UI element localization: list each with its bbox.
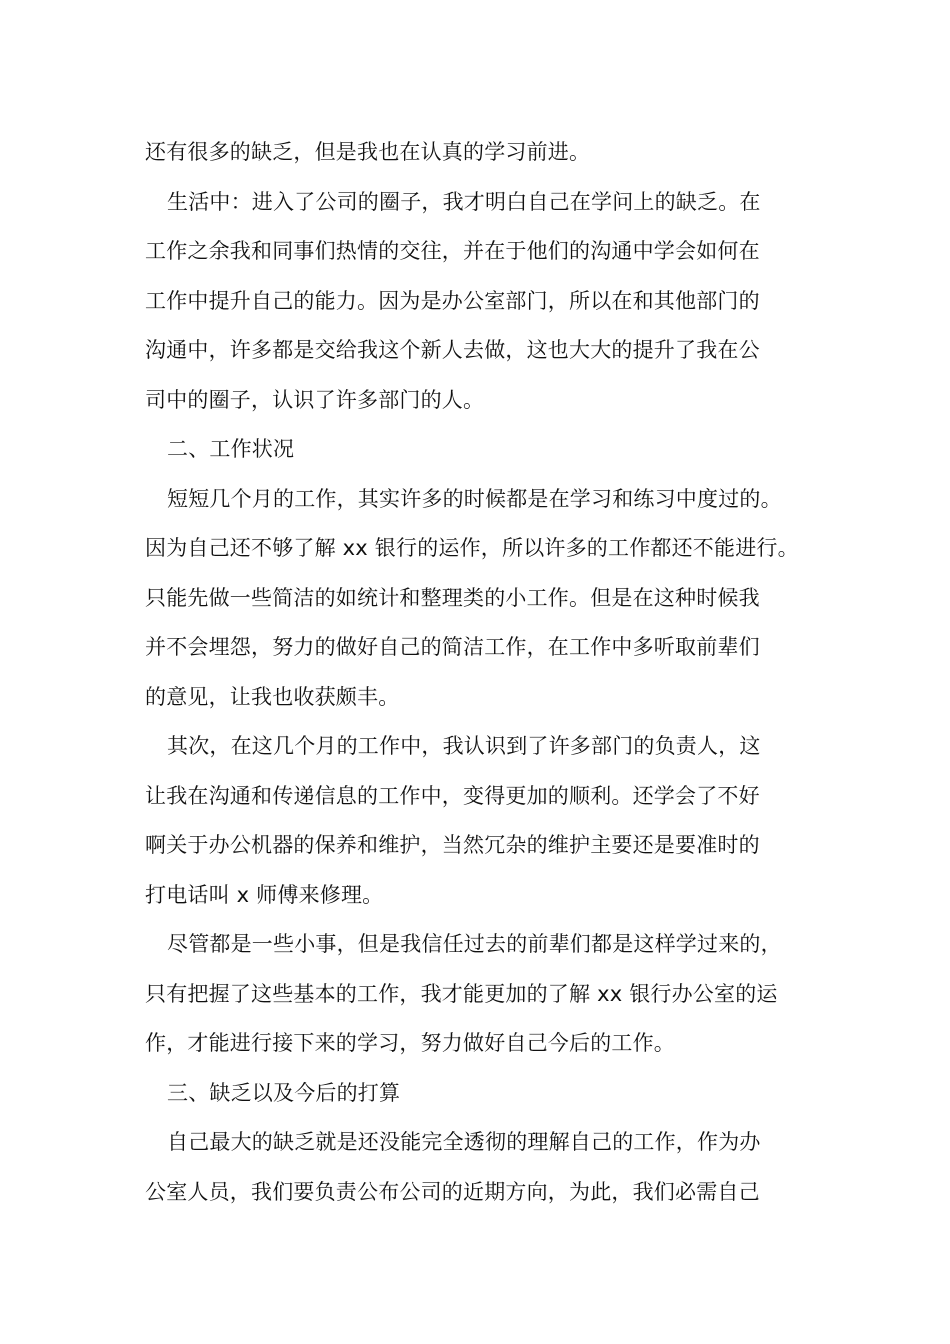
text-line: 作，才能进行接下来的学习，努力做好自己今后的工作。	[145, 1031, 675, 1055]
text-line: 让我在沟通和传递信息的工作中，变得更加的顺利。还学会了不好	[145, 783, 760, 808]
text-line: 的意见，让我也收获颇丰。	[145, 684, 400, 709]
text-line: 啊关于办公机器的保养和维护，当然冗杂的维护主要还是要准时的	[145, 833, 760, 857]
text-line: 因为自己还不够了解 xx 银行的运作，所以许多的工作都还不能进行。	[145, 536, 799, 560]
document-body	[145, 128, 815, 1217]
text-line: 公室人员，我们要负责公布公司的近期方向，为此，我们必需自己	[145, 1179, 760, 1204]
paragraph-start-line: 自己最大的缺乏就是还没能完全透彻的理解自己的工作，作为办	[167, 1130, 761, 1154]
text-line: 沟通中，许多都是交给我这个新人去做，这也大大的提升了我在公	[145, 338, 760, 362]
section-heading: 三、缺乏以及今后的打算	[167, 1080, 401, 1105]
text-line: 工作之余我和同事们热情的交往，并在于他们的沟通中学会如何在	[145, 239, 760, 263]
text-line: 司中的圈子，认识了许多部门的人。	[145, 387, 485, 412]
text-line: 只有把握了这些基本的工作，我才能更加的了解 xx 银行办公室的运	[145, 981, 778, 1006]
text-line: 工作中提升自己的能力。因为是办公室部门，所以在和其他部门的	[145, 288, 760, 313]
text-line: 还有很多的缺乏，但是我也在认真的学习前进。	[145, 140, 591, 164]
text-line: 只能先做一些简洁的如统计和整理类的小工作。但是在这种时候我	[145, 585, 760, 610]
section-heading: 二、工作状况	[167, 437, 295, 461]
paragraph-start-line: 其次，在这几个月的工作中，我认识到了许多部门的负责人，这	[167, 734, 761, 758]
paragraph-start-line: 尽管都是一些小事，但是我信任过去的前辈们都是这样学过来的，	[167, 932, 782, 956]
text-line: 打电话叫 x 师傅来修理。	[145, 882, 384, 907]
paragraph-start-line: 生活中：进入了公司的圈子，我才明白自己在学问上的缺乏。在	[167, 189, 761, 214]
paragraph-start-line: 短短几个月的工作，其实许多的时候都是在学习和练习中度过的。	[167, 486, 782, 511]
text-line: 并不会埋怨，努力的做好自己的简洁工作，在工作中多听取前辈们	[145, 635, 760, 659]
